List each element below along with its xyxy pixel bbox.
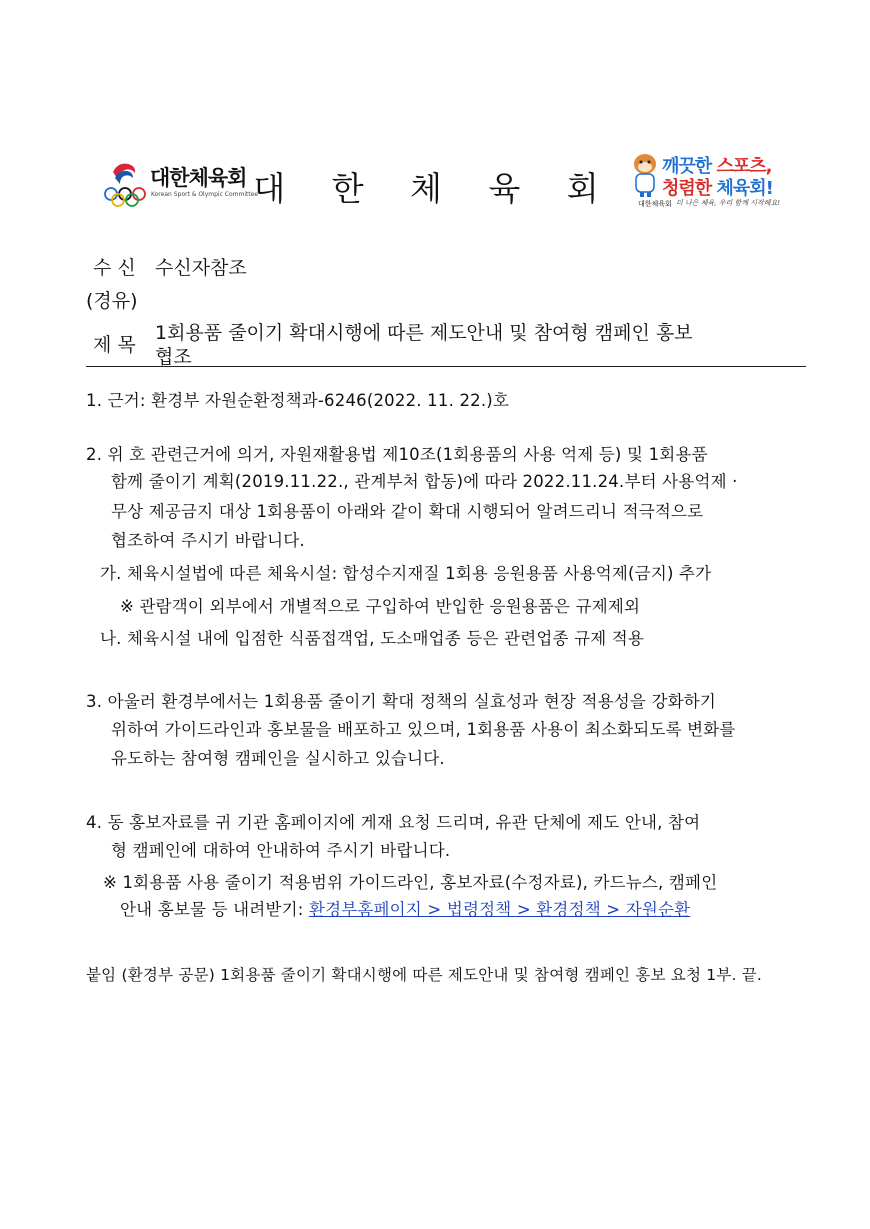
paragraph-2-line-4: 협조하여 주시기 바랍니다. xyxy=(111,531,305,550)
attachment-line: 붙임 (환경부 공문) 1회용품 줄이기 확대시행에 따른 제도안내 및 참여형 캠페인 홍보 요청 1부. 끝. xyxy=(86,966,763,984)
paragraph-3-line-2: 위하여 가이드라인과 홍보물을 배포하고 있으며, 1회용품 사용이 최소화되도록 변화를 xyxy=(111,720,736,739)
subject-line-1: 1회용품 줄이기 확대시행에 따른 제도안내 및 참여형 캠페인 홍보 xyxy=(155,322,693,344)
paragraph-4-line-1: 4. 동 홍보자료를 귀 기관 홈페이지에 게재 요청 드리며, 유관 단체에 제도 안내, 참여 xyxy=(86,813,701,832)
recipient-value: 수신자참조 xyxy=(155,257,247,279)
subject-line-2: 협조 xyxy=(155,346,192,368)
paragraph-2-line-3: 무상 제공금지 대상 1회용품이 아래와 같이 확대 시행되어 알려드리니 적극적으로 xyxy=(111,502,704,521)
paragraph-3-line-1: 3. 아울러 환경부에서는 1회용품 줄이기 확대 정책의 실효성과 현장 적용성을 강화하기 xyxy=(86,692,717,711)
paragraph-4-note-line-1: ※ 1회용품 사용 줄이기 적용범위 가이드라인, 홍보자료(수정자료), 카드뉴스, 캠페인 xyxy=(103,873,718,892)
download-path-link[interactable]: 환경부홈페이지 > 법령정책 > 환경정책 > 자원순환 xyxy=(308,900,691,919)
paragraph-2-item-a-note: ※ 관람객이 외부에서 개별적으로 구입하여 반입한 응원용품은 규제제외 xyxy=(120,597,641,616)
paragraph-2-line-1: 2. 위 호 관련근거에 의거, 자원재활용법 제10조(1회용품의 사용 억제 등) 및 1회용품 xyxy=(86,445,708,464)
slogan-line-1: 깨끗한 스포츠, xyxy=(662,156,772,177)
org-logo-english: Korean Sport & Olympic Committee xyxy=(151,191,259,198)
subject-label: 제 목 xyxy=(93,334,136,356)
paragraph-4-line-2: 형 캠페인에 대하여 안내하여 주시기 바랍니다. xyxy=(111,841,451,860)
recipient-label: 수 신 xyxy=(93,257,136,279)
paragraph-3-line-3: 유도하는 참여형 캠페인을 실시하고 있습니다. xyxy=(111,749,445,768)
document-title: 대 한 체 육 회 xyxy=(253,169,617,208)
slogan-small-org: 대한체육회 xyxy=(638,200,672,208)
mascot-icon xyxy=(628,152,662,198)
paragraph-4-note-line-2 xyxy=(120,896,690,920)
paragraph-2-item-a: 가. 체육시설법에 따른 체육시설: 합성수지재질 1회용 응원용품 사용억제(금지) 추가 xyxy=(100,564,712,583)
paragraph-1: 1. 근거: 환경부 자원순환정책과-6246(2022. 11. 22.)호 xyxy=(86,391,510,410)
slogan-logo xyxy=(628,152,788,212)
header-divider xyxy=(86,366,806,367)
paragraph-2-item-b: 나. 체육시설 내에 입점한 식품접객업, 도소매업종 등은 관련업종 규제 적용 xyxy=(100,629,645,648)
slogan-small-text: 더 나은 체육, 우리 함께 시작해요! xyxy=(676,199,781,207)
paragraph-2-line-2: 함께 줄이기 계획(2019.11.22., 관계부처 합동)에 따라 2022.11.24.부터 사용억제 · xyxy=(111,472,738,491)
download-prefix: 안내 홍보물 등 내려받기: xyxy=(120,900,309,919)
org-logo-name: 대한체육회 xyxy=(150,166,247,190)
via-label: (경유) xyxy=(86,290,138,312)
slogan-line-2: 청렴한 체육회! xyxy=(662,178,773,199)
